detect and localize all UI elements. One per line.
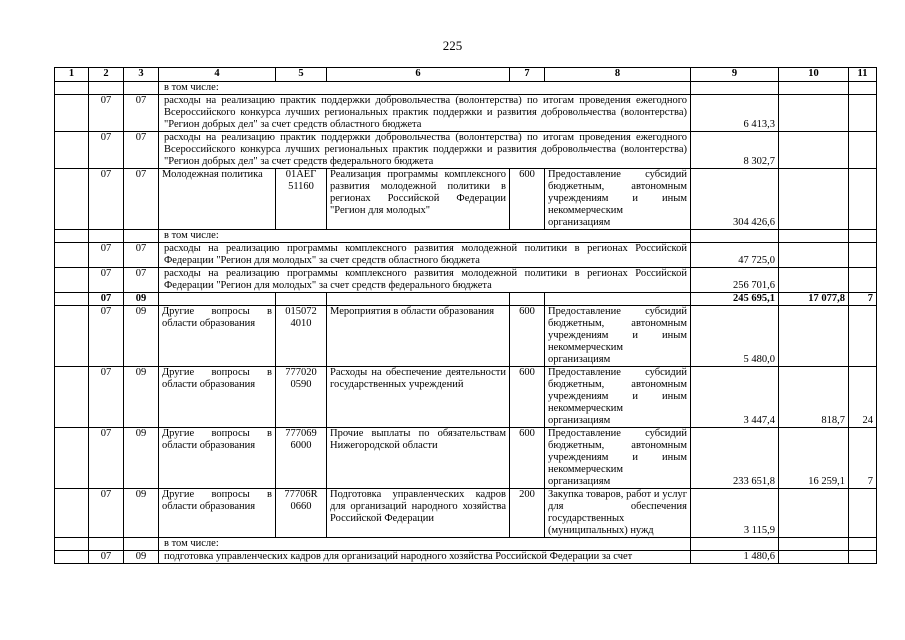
amount-col10 xyxy=(779,268,849,293)
subsection-code: 07 xyxy=(124,132,159,169)
table-row xyxy=(55,428,877,489)
table-row xyxy=(55,538,877,551)
amount-col10 xyxy=(779,95,849,132)
column-header-5: 5 xyxy=(276,68,327,82)
expense-type-name: Закупка товаров, работ и услуг для обеспечения государственных (муниципальных) нужд xyxy=(545,489,691,538)
cell-5 xyxy=(276,293,327,306)
column-header-1: 1 xyxy=(55,68,89,82)
cell-1 xyxy=(55,169,89,230)
note-text: в том числе: xyxy=(159,82,691,95)
cell-7 xyxy=(510,293,545,306)
target-article-name: Прочие выплаты по обязательствам Нижегородской области xyxy=(327,428,510,489)
cell-3 xyxy=(124,538,159,551)
amount-total: 3 447,4 xyxy=(691,367,779,428)
table-row xyxy=(55,551,877,564)
subsection-code: 09 xyxy=(124,551,159,564)
column-header-3: 3 xyxy=(124,68,159,82)
cell-1 xyxy=(55,95,89,132)
cell-3 xyxy=(124,82,159,95)
amount-total: 3 115,9 xyxy=(691,489,779,538)
cell-1 xyxy=(55,551,89,564)
table-row xyxy=(55,306,877,367)
section-name: Молодежная политика xyxy=(159,169,276,230)
cell-2 xyxy=(89,538,124,551)
section-code: 07 xyxy=(89,306,124,367)
cell-11 xyxy=(849,82,877,95)
cell-2 xyxy=(89,82,124,95)
cell-9 xyxy=(691,538,779,551)
note-text: в том числе: xyxy=(159,538,691,551)
table-row xyxy=(55,132,877,169)
section-code: 07 xyxy=(89,367,124,428)
subsection-code: 07 xyxy=(124,268,159,293)
cell-1 xyxy=(55,132,89,169)
target-article-code: 01АЕГ 51160 xyxy=(276,169,327,230)
section-name: Другие вопросы в области образования xyxy=(159,489,276,538)
amount-total: 304 426,6 xyxy=(691,169,779,230)
target-article-code: 77706R 0660 xyxy=(276,489,327,538)
section-name: Другие вопросы в области образования xyxy=(159,367,276,428)
cell-4 xyxy=(159,293,276,306)
cell-10 xyxy=(779,230,849,243)
amount-total: 5 480,0 xyxy=(691,306,779,367)
table-row xyxy=(55,293,877,306)
expense-description: расходы на реализацию практик поддержки добровольчества (волонтерства) по итогам проведения ежегодного Всероссийского конкурса лучших региональных практик поддержки и развития добровольчества (волонтерства) "Регион добрых дел" за счет средств федерального бюджета xyxy=(159,132,691,169)
section-code: 07 xyxy=(89,551,124,564)
subsection-code: 09 xyxy=(124,306,159,367)
target-article-code: 777020 0590 xyxy=(276,367,327,428)
expense-type-name: Предоставление субсидий бюджетным, автономным учреждениям и иным некоммерческим организациям xyxy=(545,169,691,230)
target-article-name: Мероприятия в области образования xyxy=(327,306,510,367)
amount-col10 xyxy=(779,243,849,268)
table-row xyxy=(55,243,877,268)
amount-total: 1 480,6 xyxy=(691,551,779,564)
amount-col11: 7 xyxy=(849,293,877,306)
subsection-code: 09 xyxy=(124,489,159,538)
amount-total: 256 701,6 xyxy=(691,268,779,293)
amount-col11 xyxy=(849,268,877,293)
expense-type-code: 600 xyxy=(510,169,545,230)
amount-col10 xyxy=(779,169,849,230)
cell-11 xyxy=(849,538,877,551)
table-row xyxy=(55,169,877,230)
table-row xyxy=(55,82,877,95)
column-header-2: 2 xyxy=(89,68,124,82)
expense-description: расходы на реализацию практик поддержки добровольчества (волонтерства) по итогам проведения ежегодного Всероссийского конкурса лучших региональных практик поддержки и развития добровольчества (волонтерства) "Регион добрых дел" за счет средств областного бюджета xyxy=(159,95,691,132)
cell-1 xyxy=(55,428,89,489)
table-row xyxy=(55,367,877,428)
header-row xyxy=(55,68,877,82)
amount-total: 6 413,3 xyxy=(691,95,779,132)
expense-type-name: Предоставление субсидий бюджетным, автономным учреждениям и иным некоммерческим организациям xyxy=(545,306,691,367)
column-header-8: 8 xyxy=(545,68,691,82)
section-name: Другие вопросы в области образования xyxy=(159,306,276,367)
table-row xyxy=(55,489,877,538)
table-row xyxy=(55,230,877,243)
amount-col11 xyxy=(849,551,877,564)
column-header-11: 11 xyxy=(849,68,877,82)
budget-table xyxy=(54,67,877,564)
column-header-7: 7 xyxy=(510,68,545,82)
cell-1 xyxy=(55,306,89,367)
section-code: 07 xyxy=(89,428,124,489)
page-number: 225 xyxy=(442,38,463,53)
expense-type-code: 600 xyxy=(510,367,545,428)
table-body xyxy=(55,82,877,564)
expense-description: расходы на реализацию программы комплексного развития молодежной политики в регионах Российской Федерации "Регион для молодых" за счет средств федерального бюджета xyxy=(159,268,691,293)
target-article-name: Реализация программы комплексного развития молодежной политики в регионах Российской Федерации "Регион для молодых" xyxy=(327,169,510,230)
cell-1 xyxy=(55,230,89,243)
target-article-code: 777069 6000 xyxy=(276,428,327,489)
amount-col10 xyxy=(779,132,849,169)
cell-1 xyxy=(55,243,89,268)
amount-col10: 17 077,8 xyxy=(779,293,849,306)
cell-8 xyxy=(545,293,691,306)
subsection-code: 09 xyxy=(124,293,159,306)
cell-10 xyxy=(779,82,849,95)
amount-col11 xyxy=(849,169,877,230)
cell-1 xyxy=(55,489,89,538)
amount-col10 xyxy=(779,489,849,538)
section-code: 07 xyxy=(89,169,124,230)
amount-col10 xyxy=(779,551,849,564)
column-header-10: 10 xyxy=(779,68,849,82)
cell-6 xyxy=(327,293,510,306)
column-header-4: 4 xyxy=(159,68,276,82)
amount-col11: 24 xyxy=(849,367,877,428)
column-header-9: 9 xyxy=(691,68,779,82)
amount-total: 8 302,7 xyxy=(691,132,779,169)
amount-total: 47 725,0 xyxy=(691,243,779,268)
expense-type-name: Предоставление субсидий бюджетным, автономным учреждениям и иным некоммерческим организациям xyxy=(545,367,691,428)
section-code: 07 xyxy=(89,243,124,268)
subsection-code: 07 xyxy=(124,95,159,132)
expense-type-code: 200 xyxy=(510,489,545,538)
cell-1 xyxy=(55,268,89,293)
section-code: 07 xyxy=(89,132,124,169)
cell-3 xyxy=(124,230,159,243)
subsection-code: 09 xyxy=(124,367,159,428)
cell-11 xyxy=(849,230,877,243)
amount-col10 xyxy=(779,306,849,367)
table-row xyxy=(55,95,877,132)
expense-type-code: 600 xyxy=(510,306,545,367)
cell-1 xyxy=(55,538,89,551)
table-row xyxy=(55,268,877,293)
subsection-code: 09 xyxy=(124,428,159,489)
section-name: Другие вопросы в области образования xyxy=(159,428,276,489)
amount-col10: 16 259,1 xyxy=(779,428,849,489)
note-text: в том числе: xyxy=(159,230,691,243)
section-code: 07 xyxy=(89,489,124,538)
amount-total: 233 651,8 xyxy=(691,428,779,489)
cell-10 xyxy=(779,538,849,551)
amount-col11 xyxy=(849,243,877,268)
column-header-6: 6 xyxy=(327,68,510,82)
amount-col11 xyxy=(849,95,877,132)
amount-col11: 7 xyxy=(849,428,877,489)
target-article-code: 015072 4010 xyxy=(276,306,327,367)
cell-9 xyxy=(691,82,779,95)
amount-col11 xyxy=(849,489,877,538)
target-article-name: Подготовка управленческих кадров для организаций народного хозяйства Российской Федерации xyxy=(327,489,510,538)
cell-2 xyxy=(89,230,124,243)
section-code: 07 xyxy=(89,293,124,306)
section-code: 07 xyxy=(89,268,124,293)
expense-description: расходы на реализацию программы комплексного развития молодежной политики в регионах Российской Федерации "Регион для молодых" за счет средств областного бюджета xyxy=(159,243,691,268)
amount-col11 xyxy=(849,132,877,169)
section-code: 07 xyxy=(89,95,124,132)
cell-9 xyxy=(691,230,779,243)
expense-type-name: Предоставление субсидий бюджетным, автономным учреждениям и иным некоммерческим организациям xyxy=(545,428,691,489)
subsection-code: 07 xyxy=(124,169,159,230)
cell-1 xyxy=(55,82,89,95)
amount-col10: 818,7 xyxy=(779,367,849,428)
expense-description: подготовка управленческих кадров для организаций народного хозяйства Российской Федерации за счет xyxy=(159,551,691,564)
target-article-name: Расходы на обеспечение деятельности государственных учреждений xyxy=(327,367,510,428)
amount-col11 xyxy=(849,306,877,367)
cell-1 xyxy=(55,367,89,428)
amount-total: 245 695,1 xyxy=(691,293,779,306)
subsection-code: 07 xyxy=(124,243,159,268)
expense-type-code: 600 xyxy=(510,428,545,489)
cell-1 xyxy=(55,293,89,306)
